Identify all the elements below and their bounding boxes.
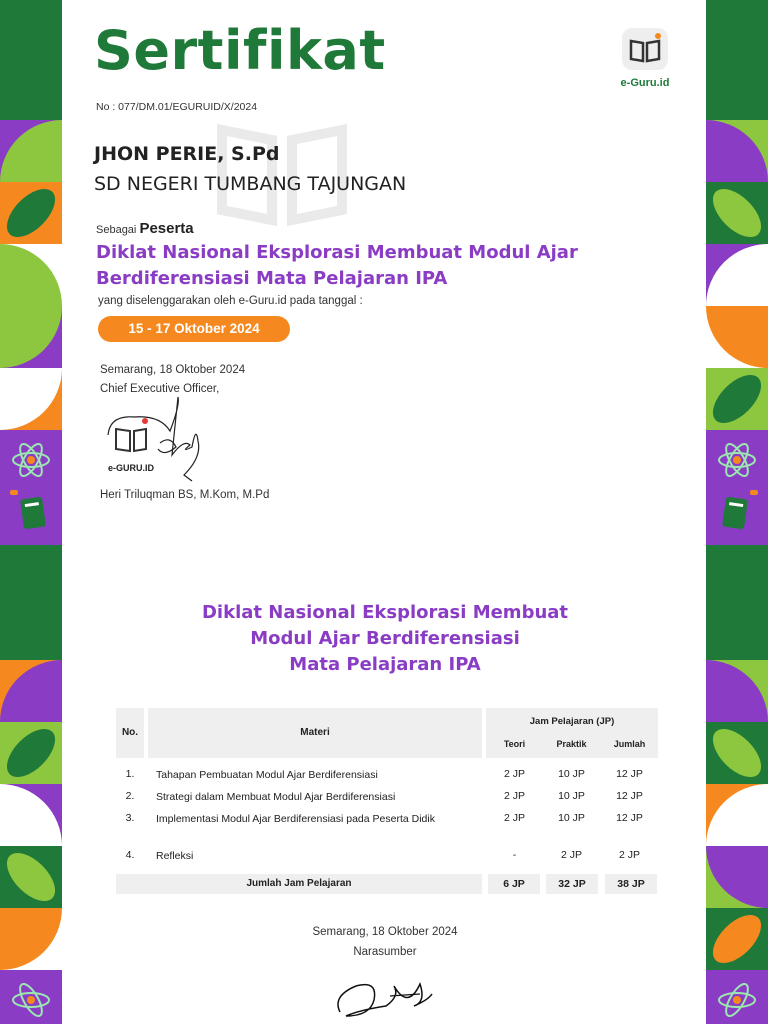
row-praktik: 10 JP — [558, 790, 585, 802]
row-jumlah: 12 JP — [616, 812, 643, 824]
row-teori: 2 JP — [503, 790, 525, 802]
table-total-jumlah: 38 JP — [605, 874, 657, 894]
book-logo-icon — [622, 28, 668, 70]
course-details-title — [162, 600, 608, 678]
table-total-praktik: 32 JP — [546, 874, 598, 894]
recipient-name: JHON PERIE, S.Pd — [94, 143, 280, 165]
atom-icon — [706, 430, 768, 545]
right-decorative-border — [706, 0, 768, 1024]
border-tile — [0, 722, 62, 784]
course-details-title-line: Diklat Nasional Eksplorasi Membuat — [201, 602, 569, 623]
course-title-line: Berdiferensiasi Mata Pelajaran IPA — [96, 268, 448, 289]
border-tile — [0, 306, 62, 368]
logo-label: e-Guru.id — [620, 77, 670, 89]
eguru-logo — [610, 28, 680, 89]
role-prefix: Sebagai — [96, 224, 137, 236]
row-praktik: 10 JP — [558, 812, 585, 824]
row-materi: Tahapan Pembuatan Modul Ajar Berdiferensiasi — [156, 769, 378, 781]
certificate-title: Sertifikat — [94, 19, 386, 82]
border-tile — [706, 368, 768, 430]
science-icons-panel — [0, 430, 62, 545]
role-line — [96, 220, 194, 237]
table-header-praktik: Praktik — [556, 739, 587, 749]
row-teori: 2 JP — [503, 812, 525, 824]
row-praktik: 2 JP — [560, 849, 582, 861]
border-tile — [706, 182, 768, 244]
border-tile — [706, 846, 768, 908]
atom-icon — [0, 970, 62, 1024]
signature-city-date: Semarang, 18 Oktober 2024 — [100, 364, 246, 376]
narasumber-signature — [330, 966, 440, 1029]
row-materi: Refleksi — [156, 850, 194, 862]
row-jumlah: 12 JP — [616, 790, 643, 802]
table-header-jumlah: Jumlah — [613, 739, 646, 749]
border-tile — [0, 660, 62, 722]
border-tile — [706, 244, 768, 306]
recipient-school: SD NEGERI TUMBANG TAJUNGAN — [94, 173, 407, 195]
table-header-jp — [486, 708, 658, 758]
table-header-teori: Teori — [503, 739, 526, 749]
border-tile — [706, 120, 768, 182]
ceo-signature-stamp — [100, 395, 230, 492]
atom-icon — [706, 970, 768, 1024]
border-tile — [0, 784, 62, 846]
border-tile — [0, 846, 62, 908]
row-materi: Implementasi Modul Ajar Berdiferensiasi pada Peserta Didik — [156, 813, 435, 825]
border-tile — [0, 120, 62, 182]
table-header-jp-title: Jam Pelajaran (JP) — [529, 716, 615, 727]
signature-icon — [100, 395, 230, 487]
border-tile — [0, 0, 62, 120]
row-teori: - — [512, 849, 517, 861]
certificate-page — [62, 0, 706, 1024]
course-details-title-line: Modul Ajar Berdiferensiasi — [250, 628, 520, 649]
row-no: 4. — [125, 849, 135, 861]
signature-icon — [330, 966, 440, 1024]
left-decorative-border — [0, 0, 62, 1024]
stamp-text: e-GURU.ID — [108, 463, 155, 473]
border-tile — [0, 182, 62, 244]
row-no: 3. — [125, 812, 135, 824]
science-icons-panel — [706, 430, 768, 545]
row-praktik: 10 JP — [558, 768, 585, 780]
table-header-no: No. — [116, 708, 144, 758]
course-title — [96, 240, 656, 292]
atom-icon — [0, 430, 62, 545]
signature-position: Chief Executive Officer, — [100, 383, 220, 395]
border-tile — [706, 970, 768, 1024]
border-tile — [706, 660, 768, 722]
event-date-badge: 15 - 17 Oktober 2024 — [98, 316, 290, 342]
row-jumlah: 2 JP — [618, 849, 640, 861]
table-total-teori: 6 JP — [488, 874, 540, 894]
border-tile — [0, 545, 62, 660]
row-jumlah: 12 JP — [616, 768, 643, 780]
border-tile — [0, 970, 62, 1024]
border-tile — [706, 784, 768, 846]
border-tile — [706, 0, 768, 120]
course-details-title-line: Mata Pelajaran IPA — [289, 654, 481, 675]
role-value: Peserta — [139, 220, 194, 237]
certificate-number: No : 077/DM.01/EGURUID/X/2024 — [96, 101, 258, 113]
row-materi: Strategi dalam Membuat Modul Ajar Berdiferensiasi — [156, 791, 396, 803]
border-tile — [706, 722, 768, 784]
border-tile — [706, 908, 768, 970]
narasumber-role: Narasumber — [353, 946, 417, 958]
border-tile — [0, 244, 62, 306]
border-tile — [0, 368, 62, 430]
row-no: 1. — [125, 768, 135, 780]
border-tile — [0, 908, 62, 970]
organizer-text: yang diselenggarakan oleh e-Guru.id pada tanggal : — [98, 295, 363, 307]
row-teori: 2 JP — [503, 768, 525, 780]
signer-name: Heri Triluqman BS, M.Kom, M.Pd — [100, 489, 270, 501]
table-total-label: Jumlah Jam Pelajaran — [116, 874, 482, 894]
row-no: 2. — [125, 790, 135, 802]
narasumber-city-date: Semarang, 18 Oktober 2024 — [312, 926, 458, 938]
border-tile — [706, 306, 768, 368]
table-header-materi: Materi — [148, 708, 482, 758]
course-title-line: Diklat Nasional Eksplorasi Membuat Modul Ajar — [96, 242, 578, 263]
border-tile — [706, 545, 768, 660]
